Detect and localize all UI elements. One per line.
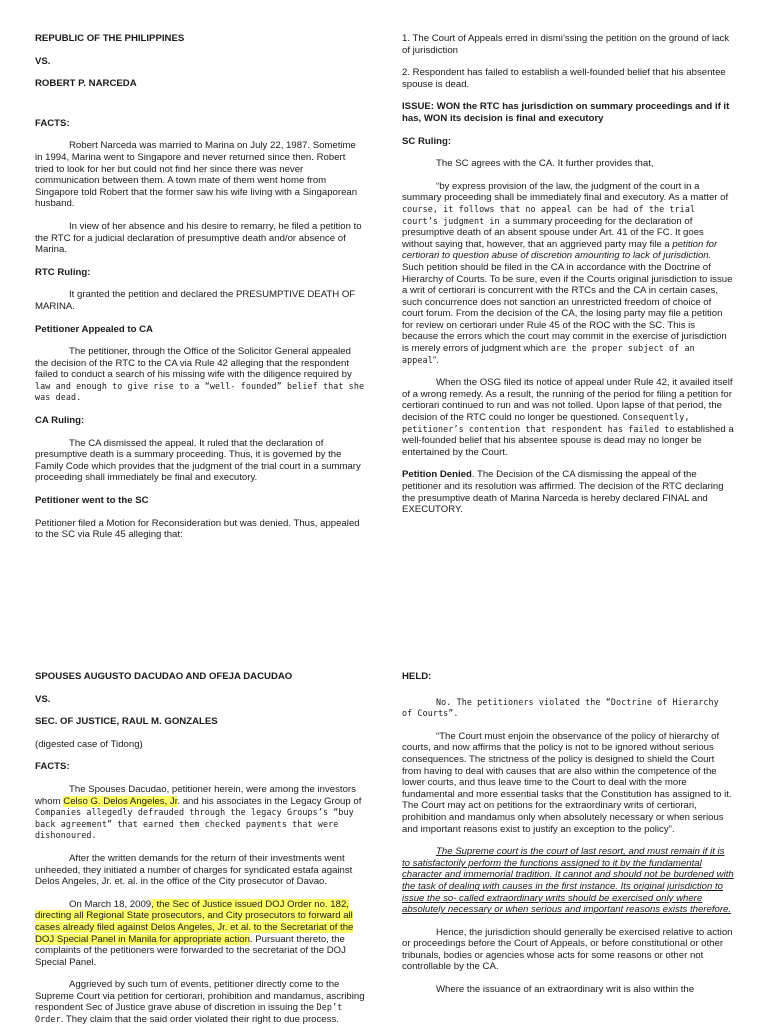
appeal-text-b: law and enough to give rise to a “well- founded” belief that she was dead. bbox=[35, 380, 365, 403]
case2-facts-paragraph-2: After the written demands for the return of their investments went unheeded, they initiated a number of charges for syndicated estafa against Delos Angeles, Jr. et. al. in the office of the City prosecutor of Davao. bbox=[35, 852, 353, 888]
case1-ca-heading: CA Ruling: bbox=[35, 415, 85, 427]
quote-g: ”. bbox=[432, 354, 439, 366]
case2-left-column bbox=[35, 671, 365, 1026]
appeal-text-a: The petitioner, through the Office of the Solicitor General appealed the decision of the RTC to the CA via Rule 42 alleging that the respondent failed to conduct a search of his missing wife with the diligence required by bbox=[35, 346, 352, 381]
case1-issue: ISSUE: WON the RTC has jurisdiction on summary proceedings and if it has, WON its decision is final and executory bbox=[402, 101, 730, 124]
case2-held-paragraph-1: No. The petitioners violated the “Doctrine of Hierarchy of Courts”. bbox=[402, 696, 719, 719]
quote-c: summary proceeding for the declaration of presumptive death of an absent spouse under Art. 41 of the FC. It goes without saying that, however, that an aggrieved party may file a bbox=[402, 215, 704, 250]
case2-party2: SEC. OF JUSTICE, RAUL M. GONZALES bbox=[35, 716, 218, 728]
case2-facts-paragraph-3 bbox=[35, 899, 365, 969]
case2-party1: SPOUSES AUGUSTO DACUDAO AND OFEJA DACUDAO bbox=[35, 671, 293, 682]
case1-appeal-heading: Petitioner Appealed to CA bbox=[35, 323, 153, 335]
case2-note: (digested case of Tidong) bbox=[35, 738, 143, 750]
case1-sc-ruling-heading: SC Ruling: bbox=[402, 135, 452, 147]
case1-party2: ROBERT P. NARCEDA bbox=[35, 78, 137, 90]
p1-b: . and his associates in the Legacy Group of bbox=[177, 795, 362, 807]
case2-held-paragraph-3: The Supreme court is the court of last resort, and must remain if it is to satisfactorily perform the functions assigned to it by the fundamental character and immemorial tradition. It cannot and should not be burdened with the task of dealing with causes in the first instance. Its original jurisdiction to issue the so- called extraordinary writs should be exercised only where absolutely necessary or when serious and important reasons exists therefore. bbox=[402, 846, 734, 916]
p4-a: Aggrieved by such turn of events, petitioner directly come to the Supreme Court via petition for certiorari, prohibition and mandamus, ascribing respondent Sec of Justice grave abuse of discretion in issuing the bbox=[35, 979, 365, 1014]
case2-right-column bbox=[402, 671, 734, 996]
case1-issue-item-1: 1. The Court of Appeals erred in dismi’ssing the petition on the ground of lack of jurisdiction bbox=[402, 33, 730, 56]
quote-b: course, it follows that no appeal can be had of the trial court’s judgment in a bbox=[402, 203, 696, 226]
case2-facts-paragraph-4 bbox=[35, 979, 365, 1025]
case1-sc-heading: Petitioner went to the SC bbox=[35, 495, 149, 507]
case1-facts-heading: FACTS: bbox=[35, 117, 70, 129]
p3-b: . Pursuant thereto, the complaints of the petitioners were forwarded to the secretariat of the DOJ Special Panel. bbox=[35, 933, 346, 968]
case2-facts-paragraph-1 bbox=[35, 784, 365, 842]
para2-a: When the OSG filed its notice of appeal under Rule 42, it availed itself of a wrong remedy. As a result, the running of the period for filing a petition for certiorari continued to run and was not tolled. Upon lapse of that period, the decision of the RTC could no longer be questioned. bbox=[402, 377, 733, 424]
para2-b: Consequently, petitioner’s contention that respondent has failed to bbox=[402, 412, 690, 434]
case1-appeal-paragraph bbox=[35, 346, 365, 404]
quote-a: “by express provision of the law, the judgment of the court in a summary proceeding shall be immediately final and executory. As a matter of bbox=[402, 180, 729, 204]
case1-facts-paragraph-2: In view of her absence and his desire to remarry, he filed a petition to the RTC for a judicial declaration of presumptive death and/or absence of Marina. bbox=[35, 220, 362, 256]
case1-sc-ruling-paragraph-2 bbox=[402, 377, 734, 458]
case1-issue-item-2: 2. Respondent has failed to establish a well-founded belief that his absentee spouse is dead. bbox=[402, 67, 726, 90]
p4-b: Dep’t Order bbox=[35, 1002, 343, 1025]
p1-highlight: Celso G. Delos Angeles, Jr bbox=[63, 795, 178, 807]
denied-text: . The Decision of the CA dismissing the appeal of the petitioner and its resolution was affirmed. The decision of the RTC declaring the presumptive death of Marina Narceda is hereby declared FINAL and EXECUTORY. bbox=[402, 469, 724, 516]
quote-d: petition for certiorari to question abuse of discretion amounting to lack of jurisdiction. bbox=[402, 238, 718, 262]
case1-sc-paragraph: Petitioner filed a Motion for Reconsideration but was denied. Thus, appealed to the SC via Rule 45 alleging that: bbox=[35, 517, 360, 541]
case2-held-paragraph-5: Where the issuance of an extraordinary writ is also within the bbox=[436, 984, 695, 996]
p3-a: On March 18, 2009 bbox=[69, 898, 152, 910]
case2-held-paragraph-4: Hence, the jurisdiction should generally be exercised relative to action or proceedings before the Court of Appeals, or before constitutional or other tribunals, bodies or agencies whose acts for some reasons or other not controllable by the CA. bbox=[402, 926, 733, 973]
case1-ca-paragraph: The CA dismissed the appeal. It ruled that the declaration of presumptive death is a summary proceeding. Thus, it is governed by the Family Code which provides that the judgment of the trial court in a summary proceeding shall immediately be final and executory. bbox=[35, 437, 361, 484]
case1-vs: VS. bbox=[35, 55, 51, 67]
case1-petition-denied bbox=[402, 469, 734, 515]
quote-e: Such petition should be filed in the CA in accordance with the Doctrine of Hierarchy of Courts. To be sure, even if the Courts original jurisdiction to issue a writ of certiorari is concurrent with the RTCs and the CA in certain cases, such concurrence does not sanction an unrestricted freedom of choice of court forum. From the decision of the CA, the losing party may file a petition for review on certiorari under Rule 45 of the ROC with the SC. This is because the errors which the court may commit in the exercise of jurisdiction is merely errors of judgment which bbox=[402, 261, 733, 355]
p4-c: . They claim that the said order violated their right to due process. bbox=[60, 1014, 339, 1026]
case1-facts-paragraph-1: Robert Narceda was married to Marina on July 22, 1987. Sometime in 1994, Marina went to Singapore and never returned since then. Robert tried to look for her but could not find her since there was never communication between them. A town mate of them went home from Singapore told Robert that the former saw his wife living with a Singaporean husband. bbox=[35, 140, 358, 210]
p1-c: Companies allegedly defrauded through the legacy Groups’s “buy back agreement” that earned them checked payments that were dishonoured. bbox=[35, 807, 354, 841]
quote-f: are the proper subject of an appeal bbox=[402, 343, 695, 365]
case2-vs: VS. bbox=[35, 693, 51, 705]
para2-c: established a well-founded belief that his absentee spouse is dead may no longer be entertained by the Court. bbox=[402, 423, 734, 458]
denied-label: Petition Denied bbox=[402, 469, 472, 481]
case1-sc-ruling-quote bbox=[402, 181, 734, 367]
case1-right-column bbox=[402, 33, 734, 527]
p1-a: The Spouses Dacudao, petitioner herein, were among the investors whom bbox=[35, 783, 356, 807]
p3-highlight: , the Sec of Justice issued DOJ Order no. 182, directing all Regional State prosecutors, and City prosecutors to forward all cases already filed against Delos Angeles, Jr. et al. to the Secretariat of the DOJ Special Panel in Manila for appropriate action bbox=[35, 898, 354, 945]
case1-party1: REPUBLIC OF THE PHILIPPINES bbox=[35, 33, 185, 44]
case2-held-heading: HELD: bbox=[402, 671, 432, 682]
case1-left-column bbox=[35, 33, 365, 552]
case1-rtc-paragraph: It granted the petition and declared the PRESUMPTIVE DEATH OF MARINA. bbox=[35, 289, 356, 312]
case2-held-paragraph-2: “The Court must enjoin the observance of the policy of hierarchy of courts, and now affirms that the policy is not to be ignored without serious consequences. The strictness of the policy is designed to shield the Court from having to deal with causes that are also within the competence of the lower courts, and thus leave time to the Court to deal with the more fundamental and more essential tasks that the Constitution has assigned to it. The Court may act on petitions for the extraordinary writs of certiorari, prohibition and mandamus only when absolutely necessary or when serious and important reasons exist to justify an exception to the policy”. bbox=[402, 730, 732, 835]
case1-rtc-heading: RTC Ruling: bbox=[35, 266, 91, 278]
case1-sc-ruling-paragraph-1: The SC agrees with the CA. It further provides that, bbox=[436, 158, 654, 170]
case2-facts-heading: FACTS: bbox=[35, 761, 70, 773]
